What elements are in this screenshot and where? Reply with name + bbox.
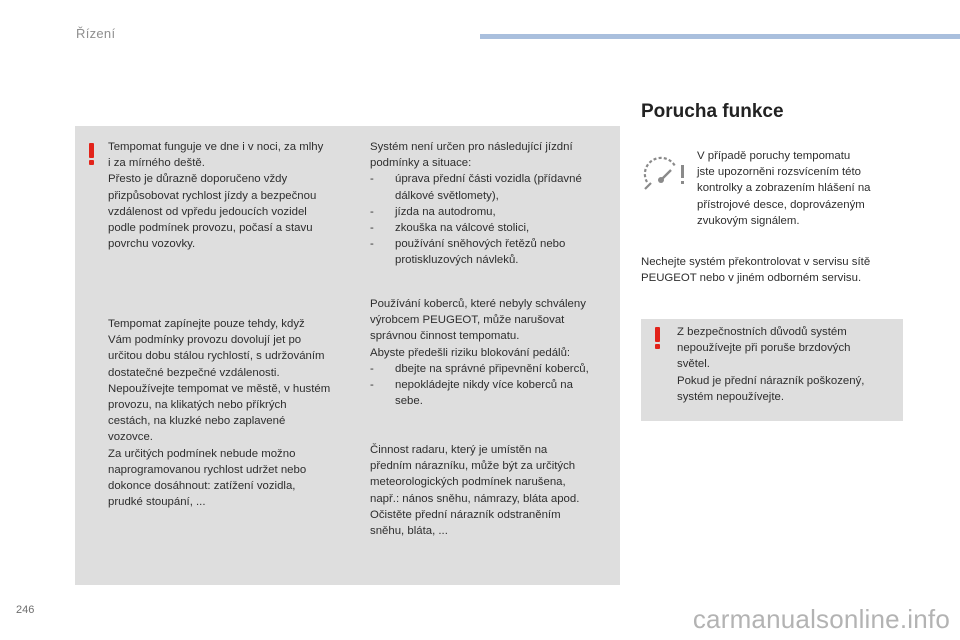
text-line: PEUGEOT nebo v jiném odborném servisu.	[641, 272, 862, 285]
text-line: systém nepoužívejte.	[677, 390, 784, 403]
text-line: naprogramovanou rychlost udržet nebo	[108, 463, 307, 476]
text-line: Činnost radaru, který je umístěn na	[370, 444, 548, 456]
text-line: Tempomat zapínejte pouze tehdy, když	[108, 318, 305, 330]
cruise-control-fault-icon	[641, 152, 691, 192]
fault-description	[697, 148, 902, 229]
text-line: sebe.	[395, 395, 423, 408]
text-line: Tempomat funguje ve dne i v noci, za mlhy	[108, 141, 324, 153]
text-line: sněhu, bláta, ...	[370, 525, 448, 538]
text-line: Pokud je přední nárazník poškozený,	[677, 374, 865, 387]
text-line: přístrojové desce, doprovázeným	[697, 198, 865, 211]
text-line: - používání sněhových řetězů nebo	[395, 238, 566, 251]
header-accent-bar	[480, 34, 960, 39]
text-line: kontrolky a zobrazením hlášení na	[697, 182, 871, 195]
text-line: dálkové světlomety),	[395, 189, 499, 202]
section-title: Porucha funkce	[641, 101, 784, 122]
text-line: Za určitých podmínek nebude možno	[108, 447, 296, 460]
text-line: dostatečné bezpečné vzdálenosti.	[108, 366, 280, 379]
text-line: jste upozorněni rozsvícením této	[697, 166, 861, 179]
text-line: - jízda na autodromu,	[395, 205, 496, 218]
text-line: zvukovým signálem.	[697, 214, 800, 227]
text-line: podmínky a situace:	[370, 157, 472, 170]
text-line: provozu, na klikatých nebo příkrých	[108, 399, 287, 412]
text-line: nepoužívejte při poruše brzdových	[677, 342, 851, 355]
text-line: výrobcem PEUGEOT, může narušovat	[370, 314, 565, 327]
list-item	[370, 171, 615, 203]
text-line: přizpůsobovat rychlost jízdy a bezpečnou	[108, 189, 317, 202]
mid-paragraph-1	[370, 139, 615, 269]
watermark: carmanualsonline.info	[692, 604, 950, 634]
text-line: i za mírného deště.	[108, 157, 205, 170]
text-line: Vám podmínky provozu dovolují jet po	[108, 334, 302, 347]
text-line: meteorologických podmínek narušena,	[370, 476, 566, 489]
text-line: vzdálenost od vpředu jedoucích vozidel	[108, 205, 307, 218]
mid-paragraph-3	[370, 442, 615, 539]
mid-paragraph-2	[370, 296, 615, 409]
text-line: Nechejte systém překontrolovat v servisu sítě	[641, 256, 871, 268]
list-item	[370, 204, 615, 220]
text-line: Přesto je důrazně doporučeno vždy	[108, 173, 288, 186]
text-line: - dbejte na správné připevnění koberců,	[395, 362, 589, 375]
text-line: Abyste předešli riziku blokování pedálů:	[370, 346, 571, 359]
warning-exclamation-icon	[654, 327, 662, 349]
text-line: podle podmínek provozu, počasí a stavu	[108, 222, 313, 235]
text-line: předním nárazníku, může být za určitých	[370, 460, 576, 473]
text-line: správnou činnost tempomatu.	[370, 330, 520, 343]
text-line: Nepoužívejte tempomat ve městě, v hustém	[108, 382, 331, 395]
text-line: Z bezpečnostních důvodů systém	[677, 326, 847, 338]
text-line: protiskluzových návleků.	[395, 254, 519, 267]
text-line: světel.	[677, 358, 710, 371]
page-number: 246	[16, 604, 35, 616]
text-line: např.: nános sněhu, námrazy, bláta apod.	[370, 492, 580, 505]
safety-warning-text	[677, 324, 897, 405]
list-item	[370, 236, 615, 268]
list-item	[370, 377, 615, 409]
text-line: Systém není určen pro následující jízdní	[370, 141, 573, 153]
text-line: vozovce.	[108, 431, 153, 444]
text-line: cestách, na kluzké nebo zaplavené	[108, 415, 286, 428]
left-paragraph-1	[108, 139, 358, 252]
text-line: Očistěte přední nárazník odstraněním	[370, 508, 561, 521]
text-line: určitou dobu stálou rychlostí, s udržováním	[108, 350, 325, 363]
text-line: - nepokládejte nikdy více koberců na	[395, 379, 573, 392]
section-header-title: Řízení	[76, 26, 116, 41]
text-line: prudké stoupání, ...	[108, 496, 206, 509]
text-line: - úprava přední části vozidla (přídavné	[395, 173, 582, 186]
service-note	[641, 254, 903, 286]
left-paragraph-2	[108, 316, 358, 510]
text-line: V případě poruchy tempomatu	[697, 150, 851, 162]
warning-exclamation-icon	[88, 143, 96, 165]
text-line: - zkouška na válcové stolici,	[395, 222, 530, 235]
text-line: Používání koberců, které nebyly schváleny	[370, 298, 586, 310]
list-item	[370, 361, 615, 377]
text-line: povrchu vozovky.	[108, 238, 196, 251]
text-line: dokonce dosáhnout: zatížení vozidla,	[108, 480, 296, 493]
list-item	[370, 220, 615, 236]
